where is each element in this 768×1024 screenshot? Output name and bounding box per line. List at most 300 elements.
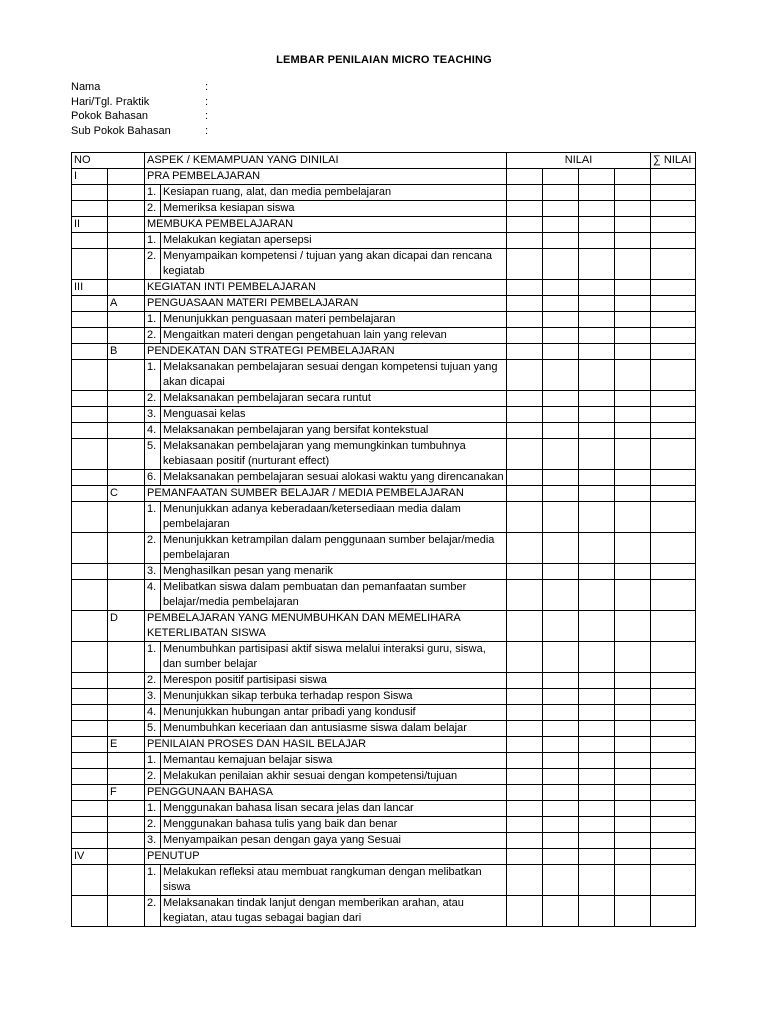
item-text: Menggunakan bahasa lisan secara jelas dan lancar: [161, 801, 507, 817]
item-text: Menumbuhkan keceriaan dan antusiasme siswa dalam belajar: [161, 721, 507, 737]
nilai-cell: [615, 423, 651, 439]
sum-nilai-cell: [651, 280, 696, 296]
nilai-cell: [543, 737, 579, 753]
nilai-cell: [615, 580, 651, 611]
table-row: [72, 817, 696, 833]
nilai-cell: [579, 344, 615, 360]
nilai-cell: [543, 849, 579, 865]
nilai-cell: [615, 391, 651, 407]
empty-cell: [72, 185, 108, 201]
nilai-cell: [507, 865, 543, 896]
nilai-cell: [615, 201, 651, 217]
subsection-row: [72, 296, 696, 312]
sum-nilai-cell: [651, 217, 696, 233]
table-row: [72, 801, 696, 817]
nilai-cell: [507, 249, 543, 280]
item-number: 1.: [145, 185, 161, 201]
nilai-cell: [579, 217, 615, 233]
table-row: [72, 502, 696, 533]
nilai-cell: [507, 801, 543, 817]
item-text: Melibatkan siswa dalam pembuatan dan pemanfaatan sumber belajar/media pembelajaran: [161, 580, 507, 611]
nilai-cell: [543, 769, 579, 785]
item-text: Menunjukkan sikap terbuka terhadap respon Siswa: [161, 689, 507, 705]
sum-nilai-cell: [651, 785, 696, 801]
empty-cell: [72, 533, 108, 564]
nilai-cell: [579, 296, 615, 312]
nilai-cell: [543, 233, 579, 249]
item-number: 3.: [145, 833, 161, 849]
nilai-cell: [579, 753, 615, 769]
empty-cell: [72, 249, 108, 280]
nilai-cell: [507, 328, 543, 344]
item-text: Melaksanakan pembelajaran sesuai alokasi waktu yang direncanakan: [161, 470, 507, 486]
empty-cell: [108, 564, 145, 580]
empty-cell: [108, 849, 145, 865]
sum-nilai-cell: [651, 185, 696, 201]
empty-cell: [72, 611, 108, 642]
nilai-cell: [543, 833, 579, 849]
empty-cell: [72, 896, 108, 927]
nilai-cell: [615, 169, 651, 185]
table-row: [72, 833, 696, 849]
sum-nilai-cell: [651, 169, 696, 185]
item-text: Merespon positif partisipasi siswa: [161, 673, 507, 689]
header-nilai: NILAI: [507, 153, 651, 169]
nilai-cell: [507, 280, 543, 296]
sum-nilai-cell: [651, 296, 696, 312]
table-row: [72, 407, 696, 423]
nilai-cell: [615, 217, 651, 233]
table-row: [72, 201, 696, 217]
table-row: [72, 769, 696, 785]
nilai-cell: [543, 785, 579, 801]
sum-nilai-cell: [651, 849, 696, 865]
sum-nilai-cell: [651, 642, 696, 673]
item-number: 5.: [145, 439, 161, 470]
section-number: III: [72, 280, 108, 296]
nilai-cell: [579, 785, 615, 801]
nilai-cell: [615, 344, 651, 360]
nilai-cell: [543, 533, 579, 564]
empty-cell: [108, 580, 145, 611]
subsection-title: PEMBELAJARAN YANG MENUMBUHKAN DAN MEMELIHARA KETERLIBATAN SISWA: [145, 611, 507, 642]
nilai-cell: [615, 769, 651, 785]
nilai-cell: [507, 502, 543, 533]
subsection-letter: A: [108, 296, 145, 312]
subsection-title: PENGUASAAN MATERI PEMBELAJARAN: [145, 296, 507, 312]
nilai-cell: [579, 833, 615, 849]
item-number: 6.: [145, 470, 161, 486]
empty-cell: [108, 673, 145, 689]
nilai-cell: [507, 580, 543, 611]
subsection-letter: E: [108, 737, 145, 753]
identity-block: [71, 80, 215, 139]
empty-cell: [72, 673, 108, 689]
sum-nilai-cell: [651, 201, 696, 217]
item-number: 3.: [145, 407, 161, 423]
item-number: 1.: [145, 801, 161, 817]
item-number: 1.: [145, 360, 161, 391]
item-number: 1.: [145, 642, 161, 673]
item-text: Menunjukkan hubungan antar pribadi yang kondusif: [161, 705, 507, 721]
table-row: [72, 753, 696, 769]
nilai-cell: [507, 705, 543, 721]
nilai-cell: [579, 360, 615, 391]
item-text: Melaksanakan pembelajaran secara runtut: [161, 391, 507, 407]
sum-nilai-cell: [651, 580, 696, 611]
empty-cell: [108, 185, 145, 201]
item-text: Menguasai kelas: [161, 407, 507, 423]
nilai-cell: [615, 439, 651, 470]
table-row: [72, 721, 696, 737]
nilai-cell: [615, 502, 651, 533]
table-row: [72, 249, 696, 280]
nilai-cell: [615, 296, 651, 312]
subsection-row: [72, 486, 696, 502]
table-row: [72, 533, 696, 564]
empty-cell: [72, 486, 108, 502]
table-row: [72, 391, 696, 407]
item-text: Melaksanakan pembelajaran sesuai dengan kompetensi tujuan yang akan dicapai: [161, 360, 507, 391]
empty-cell: [72, 817, 108, 833]
sum-nilai-cell: [651, 705, 696, 721]
sum-nilai-cell: [651, 737, 696, 753]
table-row: [72, 185, 696, 201]
item-number: 1.: [145, 312, 161, 328]
subsection-title: PENDEKATAN DAN STRATEGI PEMBELAJARAN: [145, 344, 507, 360]
subsection-row: [72, 611, 696, 642]
empty-cell: [72, 407, 108, 423]
section-number: I: [72, 169, 108, 185]
item-number: 2.: [145, 673, 161, 689]
subsection-row: [72, 737, 696, 753]
empty-cell: [108, 502, 145, 533]
empty-cell: [108, 328, 145, 344]
sum-nilai-cell: [651, 233, 696, 249]
empty-cell: [72, 201, 108, 217]
item-text: Melakukan refleksi atau membuat rangkuman dengan melibatkan siswa: [161, 865, 507, 896]
subsection-title: PEMANFAATAN SUMBER BELAJAR / MEDIA PEMBELAJARAN: [145, 486, 507, 502]
nilai-cell: [615, 737, 651, 753]
nilai-cell: [615, 564, 651, 580]
empty-cell: [108, 360, 145, 391]
nilai-cell: [615, 817, 651, 833]
empty-cell: [108, 169, 145, 185]
subsection-title: PENILAIAN PROSES DAN HASIL BELAJAR: [145, 737, 507, 753]
item-number: 4.: [145, 423, 161, 439]
nilai-cell: [543, 564, 579, 580]
subsection-letter: B: [108, 344, 145, 360]
nilai-cell: [543, 673, 579, 689]
nilai-cell: [579, 689, 615, 705]
item-text: Menunjukkan ketrampilan dalam penggunaan sumber belajar/media pembelajaran: [161, 533, 507, 564]
info-label: Sub Pokok Bahasan: [71, 125, 171, 138]
nilai-cell: [579, 564, 615, 580]
nilai-cell: [507, 564, 543, 580]
table-row: [72, 705, 696, 721]
nilai-cell: [543, 423, 579, 439]
nilai-cell: [579, 185, 615, 201]
nilai-cell: [579, 407, 615, 423]
nilai-cell: [543, 865, 579, 896]
table-row: [72, 580, 696, 611]
item-text: Menghasilkan pesan yang menarik: [161, 564, 507, 580]
nilai-cell: [543, 296, 579, 312]
item-text: Menggunakan bahasa tulis yang baik dan benar: [161, 817, 507, 833]
sum-nilai-cell: [651, 391, 696, 407]
nilai-cell: [543, 280, 579, 296]
item-number: 4.: [145, 580, 161, 611]
item-text: Memantau kemajuan belajar siswa: [161, 753, 507, 769]
nilai-cell: [543, 801, 579, 817]
empty-cell: [108, 312, 145, 328]
info-label: Hari/Tgl. Praktik: [71, 95, 150, 108]
sum-nilai-cell: [651, 423, 696, 439]
item-text: Melakukan penilaian akhir sesuai dengan kompetensi/tujuan: [161, 769, 507, 785]
nilai-cell: [543, 169, 579, 185]
nilai-cell: [543, 185, 579, 201]
nilai-cell: [507, 407, 543, 423]
header-sum-nilai: ∑ NILAI: [651, 153, 696, 169]
section-title: PRA PEMBELAJARAN: [145, 169, 507, 185]
item-text: Melaksanakan pembelajaran yang bersifat kontekstual: [161, 423, 507, 439]
subsection-row: [72, 785, 696, 801]
empty-cell: [108, 439, 145, 470]
item-text: Menyampaikan pesan dengan gaya yang Sesuai: [161, 833, 507, 849]
section-title: MEMBUKA PEMBELAJARAN: [145, 217, 507, 233]
empty-cell: [72, 439, 108, 470]
nilai-cell: [615, 673, 651, 689]
nilai-cell: [579, 769, 615, 785]
nilai-cell: [507, 486, 543, 502]
nilai-cell: [507, 833, 543, 849]
nilai-cell: [615, 407, 651, 423]
nilai-cell: [579, 705, 615, 721]
nilai-cell: [615, 533, 651, 564]
nilai-cell: [507, 753, 543, 769]
subsection-letter: C: [108, 486, 145, 502]
nilai-cell: [579, 169, 615, 185]
nilai-cell: [543, 312, 579, 328]
empty-cell: [72, 721, 108, 737]
info-colon: :: [205, 81, 209, 93]
empty-cell: [72, 423, 108, 439]
empty-cell: [72, 233, 108, 249]
nilai-cell: [543, 470, 579, 486]
empty-cell: [108, 753, 145, 769]
empty-cell: [72, 328, 108, 344]
sum-nilai-cell: [651, 470, 696, 486]
nilai-cell: [543, 249, 579, 280]
nilai-cell: [579, 502, 615, 533]
item-text: Kesiapan ruang, alat, dan media pembelajaran: [161, 185, 507, 201]
nilai-cell: [543, 642, 579, 673]
nilai-cell: [507, 611, 543, 642]
empty-cell: [108, 201, 145, 217]
nilai-cell: [579, 865, 615, 896]
nilai-cell: [507, 217, 543, 233]
empty-cell: [72, 296, 108, 312]
sum-nilai-cell: [651, 564, 696, 580]
item-text: Memeriksa kesiapan siswa: [161, 201, 507, 217]
nilai-cell: [579, 896, 615, 927]
sum-nilai-cell: [651, 721, 696, 737]
empty-cell: [72, 642, 108, 673]
nilai-cell: [507, 169, 543, 185]
table-row: [72, 865, 696, 896]
empty-cell: [72, 833, 108, 849]
nilai-cell: [579, 439, 615, 470]
sum-nilai-cell: [651, 312, 696, 328]
table-row: [72, 689, 696, 705]
empty-cell: [108, 407, 145, 423]
nilai-cell: [579, 611, 615, 642]
subsection-title: PENGGUNAAN BAHASA: [145, 785, 507, 801]
item-text: Menyampaikan kompetensi / tujuan yang akan dicapai dan rencana kegiatab: [161, 249, 507, 280]
nilai-cell: [543, 580, 579, 611]
sum-nilai-cell: [651, 344, 696, 360]
nilai-cell: [543, 328, 579, 344]
nilai-cell: [507, 201, 543, 217]
empty-cell: [72, 769, 108, 785]
info-colon: :: [205, 125, 209, 138]
nilai-cell: [579, 642, 615, 673]
sum-nilai-cell: [651, 328, 696, 344]
info-colon: :: [205, 95, 209, 108]
nilai-cell: [543, 439, 579, 470]
table-row: [72, 360, 696, 391]
nilai-cell: [579, 801, 615, 817]
sum-nilai-cell: [651, 801, 696, 817]
table-row: [72, 896, 696, 927]
nilai-cell: [543, 360, 579, 391]
empty-cell: [72, 689, 108, 705]
empty-cell: [72, 737, 108, 753]
nilai-cell: [543, 896, 579, 927]
item-number: 3.: [145, 689, 161, 705]
empty-cell: [108, 642, 145, 673]
empty-cell: [108, 533, 145, 564]
nilai-cell: [579, 312, 615, 328]
nilai-cell: [615, 833, 651, 849]
empty-cell: [108, 391, 145, 407]
empty-cell: [72, 360, 108, 391]
nilai-cell: [507, 769, 543, 785]
sum-nilai-cell: [651, 817, 696, 833]
item-number: 5.: [145, 721, 161, 737]
info-row-sub-pokok-bahasan: [71, 124, 215, 139]
nilai-cell: [507, 721, 543, 737]
nilai-cell: [615, 611, 651, 642]
info-label: Nama: [71, 81, 101, 93]
nilai-cell: [507, 344, 543, 360]
sum-nilai-cell: [651, 439, 696, 470]
nilai-cell: [579, 673, 615, 689]
nilai-cell: [579, 470, 615, 486]
assessment-table: [71, 152, 696, 927]
info-label: Pokok Bahasan: [71, 110, 149, 123]
item-number: 1.: [145, 753, 161, 769]
item-number: 2.: [145, 896, 161, 927]
item-number: 1.: [145, 233, 161, 249]
subsection-letter: F: [108, 785, 145, 801]
table-row: [72, 423, 696, 439]
nilai-cell: [507, 312, 543, 328]
empty-cell: [108, 769, 145, 785]
nilai-cell: [615, 705, 651, 721]
table-row: [72, 470, 696, 486]
nilai-cell: [615, 486, 651, 502]
nilai-cell: [543, 344, 579, 360]
empty-cell: [108, 233, 145, 249]
nilai-cell: [507, 673, 543, 689]
nilai-cell: [507, 296, 543, 312]
nilai-cell: [615, 865, 651, 896]
empty-cell: [72, 580, 108, 611]
table-row: [72, 673, 696, 689]
nilai-cell: [615, 249, 651, 280]
empty-cell: [72, 344, 108, 360]
nilai-cell: [507, 642, 543, 673]
nilai-cell: [543, 391, 579, 407]
nilai-cell: [543, 201, 579, 217]
empty-cell: [108, 833, 145, 849]
nilai-cell: [615, 360, 651, 391]
nilai-cell: [579, 737, 615, 753]
sum-nilai-cell: [651, 502, 696, 533]
item-number: 2.: [145, 533, 161, 564]
empty-cell: [72, 801, 108, 817]
sum-nilai-cell: [651, 833, 696, 849]
nilai-cell: [615, 801, 651, 817]
sum-nilai-cell: [651, 249, 696, 280]
nilai-cell: [579, 580, 615, 611]
item-text: Menunjukkan penguasaan materi pembelajaran: [161, 312, 507, 328]
nilai-cell: [579, 817, 615, 833]
table-row: [72, 439, 696, 470]
info-row-nama: [71, 80, 215, 95]
header-aspek: ASPEK / KEMAMPUAN YANG DINILAI: [145, 153, 507, 169]
item-number: 2.: [145, 391, 161, 407]
empty-cell: [72, 470, 108, 486]
nilai-cell: [507, 896, 543, 927]
item-text: Menunjukkan adanya keberadaan/ketersediaan media dalam pembelajaran: [161, 502, 507, 533]
info-row-hari-tgl: [71, 95, 215, 110]
nilai-cell: [507, 817, 543, 833]
nilai-cell: [579, 233, 615, 249]
empty-cell: [72, 705, 108, 721]
assessment-table-body: [72, 153, 696, 927]
item-number: 2.: [145, 769, 161, 785]
nilai-cell: [507, 391, 543, 407]
empty-cell: [108, 217, 145, 233]
empty-cell: [108, 689, 145, 705]
section-number: IV: [72, 849, 108, 865]
item-number: 1.: [145, 502, 161, 533]
table-row: [72, 564, 696, 580]
nilai-cell: [543, 407, 579, 423]
section-row: [72, 280, 696, 296]
item-number: 4.: [145, 705, 161, 721]
sum-nilai-cell: [651, 896, 696, 927]
nilai-cell: [579, 249, 615, 280]
table-row: [72, 328, 696, 344]
section-row: [72, 217, 696, 233]
nilai-cell: [615, 328, 651, 344]
section-row: [72, 849, 696, 865]
info-colon: :: [205, 110, 209, 123]
empty-cell: [72, 865, 108, 896]
